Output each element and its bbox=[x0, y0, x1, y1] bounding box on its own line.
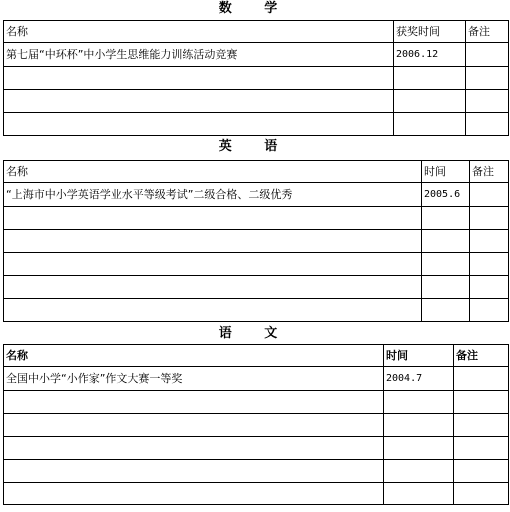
table-row bbox=[4, 367, 509, 391]
award-name-cell bbox=[4, 414, 384, 437]
award-name-cell bbox=[4, 391, 384, 414]
award-name-cell bbox=[4, 460, 384, 483]
table-row bbox=[4, 483, 509, 505]
table-row bbox=[4, 391, 509, 414]
table-row bbox=[4, 299, 509, 322]
award-name-cell bbox=[4, 437, 384, 460]
award-date-cell: 2006.12 bbox=[394, 43, 466, 67]
table-row bbox=[4, 437, 509, 460]
table-header-row bbox=[4, 21, 509, 43]
award-name-cell bbox=[4, 483, 384, 505]
award-note-cell bbox=[454, 367, 509, 391]
awards-table-math bbox=[3, 20, 509, 136]
award-note-cell bbox=[470, 183, 509, 207]
award-name-cell bbox=[4, 299, 422, 322]
award-name-cell bbox=[4, 113, 394, 136]
award-date-cell bbox=[384, 391, 454, 414]
award-note-cell bbox=[470, 276, 509, 299]
award-name-cell: “上海市中小学英语学业水平等级考试”二级合格、二级优秀 bbox=[4, 183, 422, 207]
table-row bbox=[4, 276, 509, 299]
awards-table-chinese bbox=[3, 344, 509, 505]
award-name-cell: 全国中小学“小作家”作文大赛一等奖 bbox=[4, 367, 384, 391]
awards-table-english bbox=[3, 160, 509, 322]
table-row bbox=[4, 90, 509, 113]
table-row bbox=[4, 67, 509, 90]
award-date-cell bbox=[384, 460, 454, 483]
table-row bbox=[4, 113, 509, 136]
table-row bbox=[4, 414, 509, 437]
award-date-cell bbox=[384, 437, 454, 460]
table-header-row bbox=[4, 345, 509, 367]
table-row bbox=[4, 183, 509, 207]
award-date-cell: 2005.6 bbox=[422, 183, 470, 207]
section-title-english: 英 语 bbox=[218, 139, 292, 154]
award-name-cell bbox=[4, 90, 394, 113]
header-name: 名称 bbox=[4, 345, 384, 367]
award-note-cell bbox=[454, 414, 509, 437]
award-note-cell bbox=[466, 113, 509, 136]
award-date-cell bbox=[394, 113, 466, 136]
award-date-cell bbox=[384, 483, 454, 505]
table-header-row bbox=[4, 161, 509, 183]
award-name-cell bbox=[4, 253, 422, 276]
section-title-chinese: 语 文 bbox=[218, 326, 292, 341]
header-name: 名称 bbox=[4, 161, 422, 183]
award-date-cell bbox=[422, 230, 470, 253]
table-row bbox=[4, 253, 509, 276]
award-note-cell bbox=[454, 391, 509, 414]
header-note: 备注 bbox=[466, 21, 509, 43]
header-name: 名称 bbox=[4, 21, 394, 43]
award-note-cell bbox=[454, 483, 509, 505]
award-date-cell bbox=[422, 253, 470, 276]
award-note-cell bbox=[466, 43, 509, 67]
award-note-cell bbox=[470, 299, 509, 322]
award-date-cell bbox=[422, 207, 470, 230]
award-date-cell bbox=[394, 90, 466, 113]
header-note: 备注 bbox=[470, 161, 509, 183]
header-date: 获奖时间 bbox=[394, 21, 466, 43]
award-note-cell bbox=[466, 90, 509, 113]
award-name-cell bbox=[4, 276, 422, 299]
award-date-cell bbox=[422, 276, 470, 299]
award-date-cell bbox=[384, 414, 454, 437]
award-name-cell bbox=[4, 67, 394, 90]
header-note: 备注 bbox=[454, 345, 509, 367]
award-date-cell bbox=[422, 299, 470, 322]
award-note-cell bbox=[470, 230, 509, 253]
award-date-cell bbox=[394, 67, 466, 90]
award-note-cell bbox=[454, 437, 509, 460]
header-date: 时间 bbox=[422, 161, 470, 183]
table-row bbox=[4, 460, 509, 483]
award-name-cell: 第七届“中环杯”中小学生思维能力训练活动竞赛 bbox=[4, 43, 394, 67]
table-row bbox=[4, 230, 509, 253]
header-date: 时间 bbox=[384, 345, 454, 367]
award-note-cell bbox=[470, 207, 509, 230]
table-row bbox=[4, 43, 509, 67]
table-row bbox=[4, 207, 509, 230]
award-date-cell: 2004.7 bbox=[384, 367, 454, 391]
award-note-cell bbox=[470, 253, 509, 276]
section-title-math: 数 学 bbox=[218, 1, 292, 16]
award-note-cell bbox=[454, 460, 509, 483]
award-note-cell bbox=[466, 67, 509, 90]
award-name-cell bbox=[4, 207, 422, 230]
award-name-cell bbox=[4, 230, 422, 253]
